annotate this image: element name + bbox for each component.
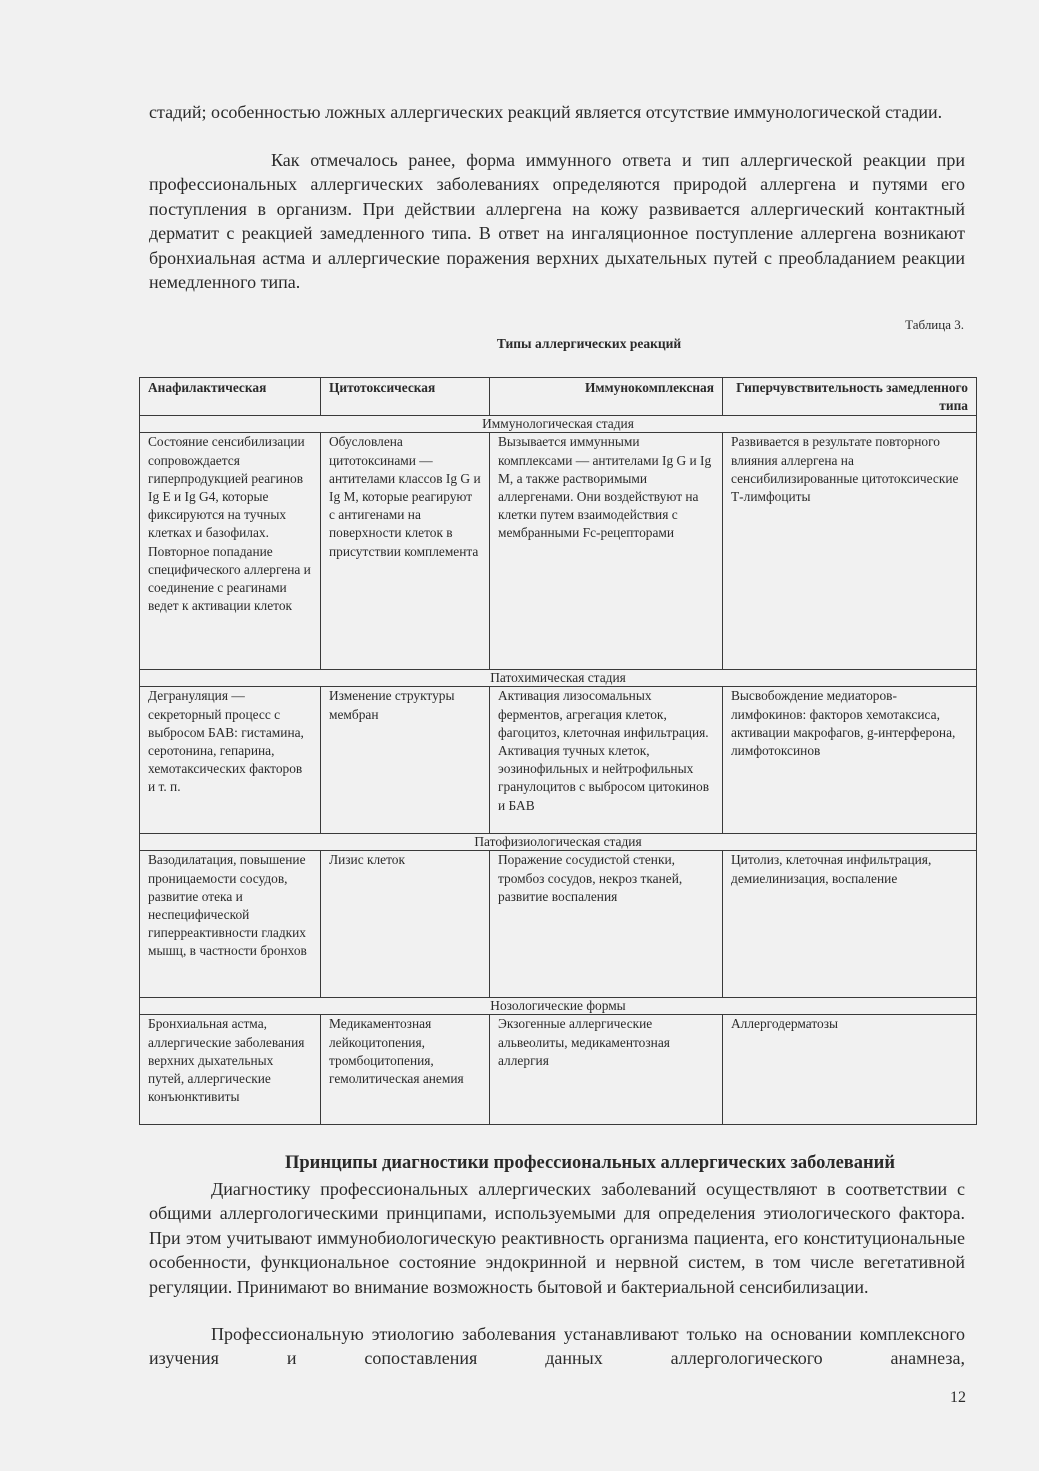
table-cell: Цитолиз, клеточная инфильтрация, демиелинизация, воспаление bbox=[723, 851, 977, 998]
paragraph-diagnostics-1: Диагностику профессиональных аллергических заболеваний осуществляют в соответствии с общими аллергологическими принципами, используемыми для определения этиологического фактора. При этом учитывают иммунобиологическую реактивность организма пациента, его конституциональные особенности, функциональное состояние эндокринной и нервной систем, в том числе вегетативной регуляции. Принимают во внимание возможность бытовой и бактериальной сенсибилизации. bbox=[149, 1179, 965, 1297]
table-cell: Дегрануляция — секреторный процесс с выбросом БАВ: гистамина, серотонина, гепарина, хемотаксических факторов и т. п. bbox=[140, 687, 321, 834]
stage-label: Нозологические формы bbox=[140, 998, 977, 1015]
stage-row bbox=[140, 998, 977, 1015]
table-cell: Изменение структуры мембран bbox=[321, 687, 490, 834]
table-header-row bbox=[140, 378, 977, 416]
table-cell: Вазодилатация, повышение проницаемости сосудов, развитие отека и неспецифической гиперреактивности гладких мышц, в частности бронхов bbox=[140, 851, 321, 998]
section-heading: Принципы диагностики профессиональных аллергических заболеваний bbox=[284, 1153, 895, 1173]
paragraph-intro-1: стадий; особенностью ложных аллергических реакций является отсутствие иммунологической стадии. bbox=[149, 102, 943, 122]
stage-label: Иммунологическая стадия bbox=[140, 416, 977, 433]
table-cell: Аллергодерматозы bbox=[723, 1015, 977, 1125]
table-row bbox=[140, 1015, 977, 1125]
header-immunocomplex: Иммунокомплексная bbox=[490, 378, 723, 416]
stage-label: Патофизиологическая стадия bbox=[140, 834, 977, 851]
table-cell: Лизис клеток bbox=[321, 851, 490, 998]
allergic-reactions-table bbox=[139, 377, 977, 1125]
table-caption: Таблица 3. bbox=[905, 317, 964, 332]
stage-row bbox=[140, 416, 977, 433]
table-cell: Бронхиальная астма, аллергические заболевания верхних дыхательных путей, аллергические конъюнктивиты bbox=[140, 1015, 321, 1125]
paragraph-intro-2: Как отмечалось ранее, форма иммунного ответа и тип аллергической реакции при профессиональных аллергических заболеваниях определяются природой аллергена и путями его поступления в организм. При действии аллергена на кожу развивается аллергический контактный дерматит с реакцией замедленного типа. В ответ на ингаляционное поступление аллергена возникают бронхиальная астма и аллергические поражения верхних дыхательных путей с преобладанием реакции немедленного типа. bbox=[149, 150, 965, 293]
header-cytotoxic: Цитотоксическая bbox=[321, 378, 490, 416]
table-row bbox=[140, 687, 977, 834]
page-number: 12 bbox=[950, 1389, 966, 1406]
header-delayed-hypersensitivity: Гиперчувствительность замедленного типа bbox=[723, 378, 977, 416]
table-cell: Обусловлена цитотоксинами — антителами классов Ig G и Ig M, которые реагируют с антигенами на поверхности клеток в присутствии комплемента bbox=[321, 433, 490, 670]
table-cell: Активация лизосомальных ферментов, агрегация клеток, фагоцитоз, клеточная инфильтрация. Активация тучных клеток, эозинофильных и нейтрофильных гранулоцитов с выбросом цитокинов и БАВ bbox=[490, 687, 723, 834]
table-row bbox=[140, 851, 977, 998]
stage-label: Патохимическая стадия bbox=[140, 670, 977, 687]
table-cell: Поражение сосудистой стенки, тромбоз сосудов, некроз тканей, развитие воспаления bbox=[490, 851, 723, 998]
table-cell: Вызывается иммунными комплексами — антителами Ig G и Ig M, а также растворимыми аллергенами. Они воздействуют на клетки путем взаимодействия с мембранными Fc-рецепторами bbox=[490, 433, 723, 670]
table-cell: Медикаментозная лейкоцитопения, тромбоцитопения, гемолитическая анемия bbox=[321, 1015, 490, 1125]
table-cell: Высвобождение медиаторов-лимфокинов: факторов хемотаксиса, активации макрофагов, g-интерферона, лимфотоксинов bbox=[723, 687, 977, 834]
table-row bbox=[140, 433, 977, 670]
table-title: Типы аллергических реакций bbox=[496, 336, 682, 351]
paragraph-diagnostics-2: Профессиональную этиологию заболевания устанавливают только на основании комплексного изучения и сопоставления данных аллергологического анамнеза, bbox=[149, 1324, 965, 1369]
stage-row bbox=[140, 670, 977, 687]
table-cell: Экзогенные аллергические альвеолиты, медикаментозная аллергия bbox=[490, 1015, 723, 1125]
stage-row bbox=[140, 834, 977, 851]
table-cell: Развивается в результате повторного влияния аллергена на сенсибилизированные цитотоксические Т-лимфоциты bbox=[723, 433, 977, 670]
header-anaphylactic: Анафилактическая bbox=[140, 378, 321, 416]
table-cell: Состояние сенсибилизации сопровождается гиперпродукцией реагинов Ig E и Ig G4, которые фиксируются на тучных клетках и базофилах. Повторное попадание специфического аллергена и соединение с реагинами ведет к активации клеток bbox=[140, 433, 321, 670]
